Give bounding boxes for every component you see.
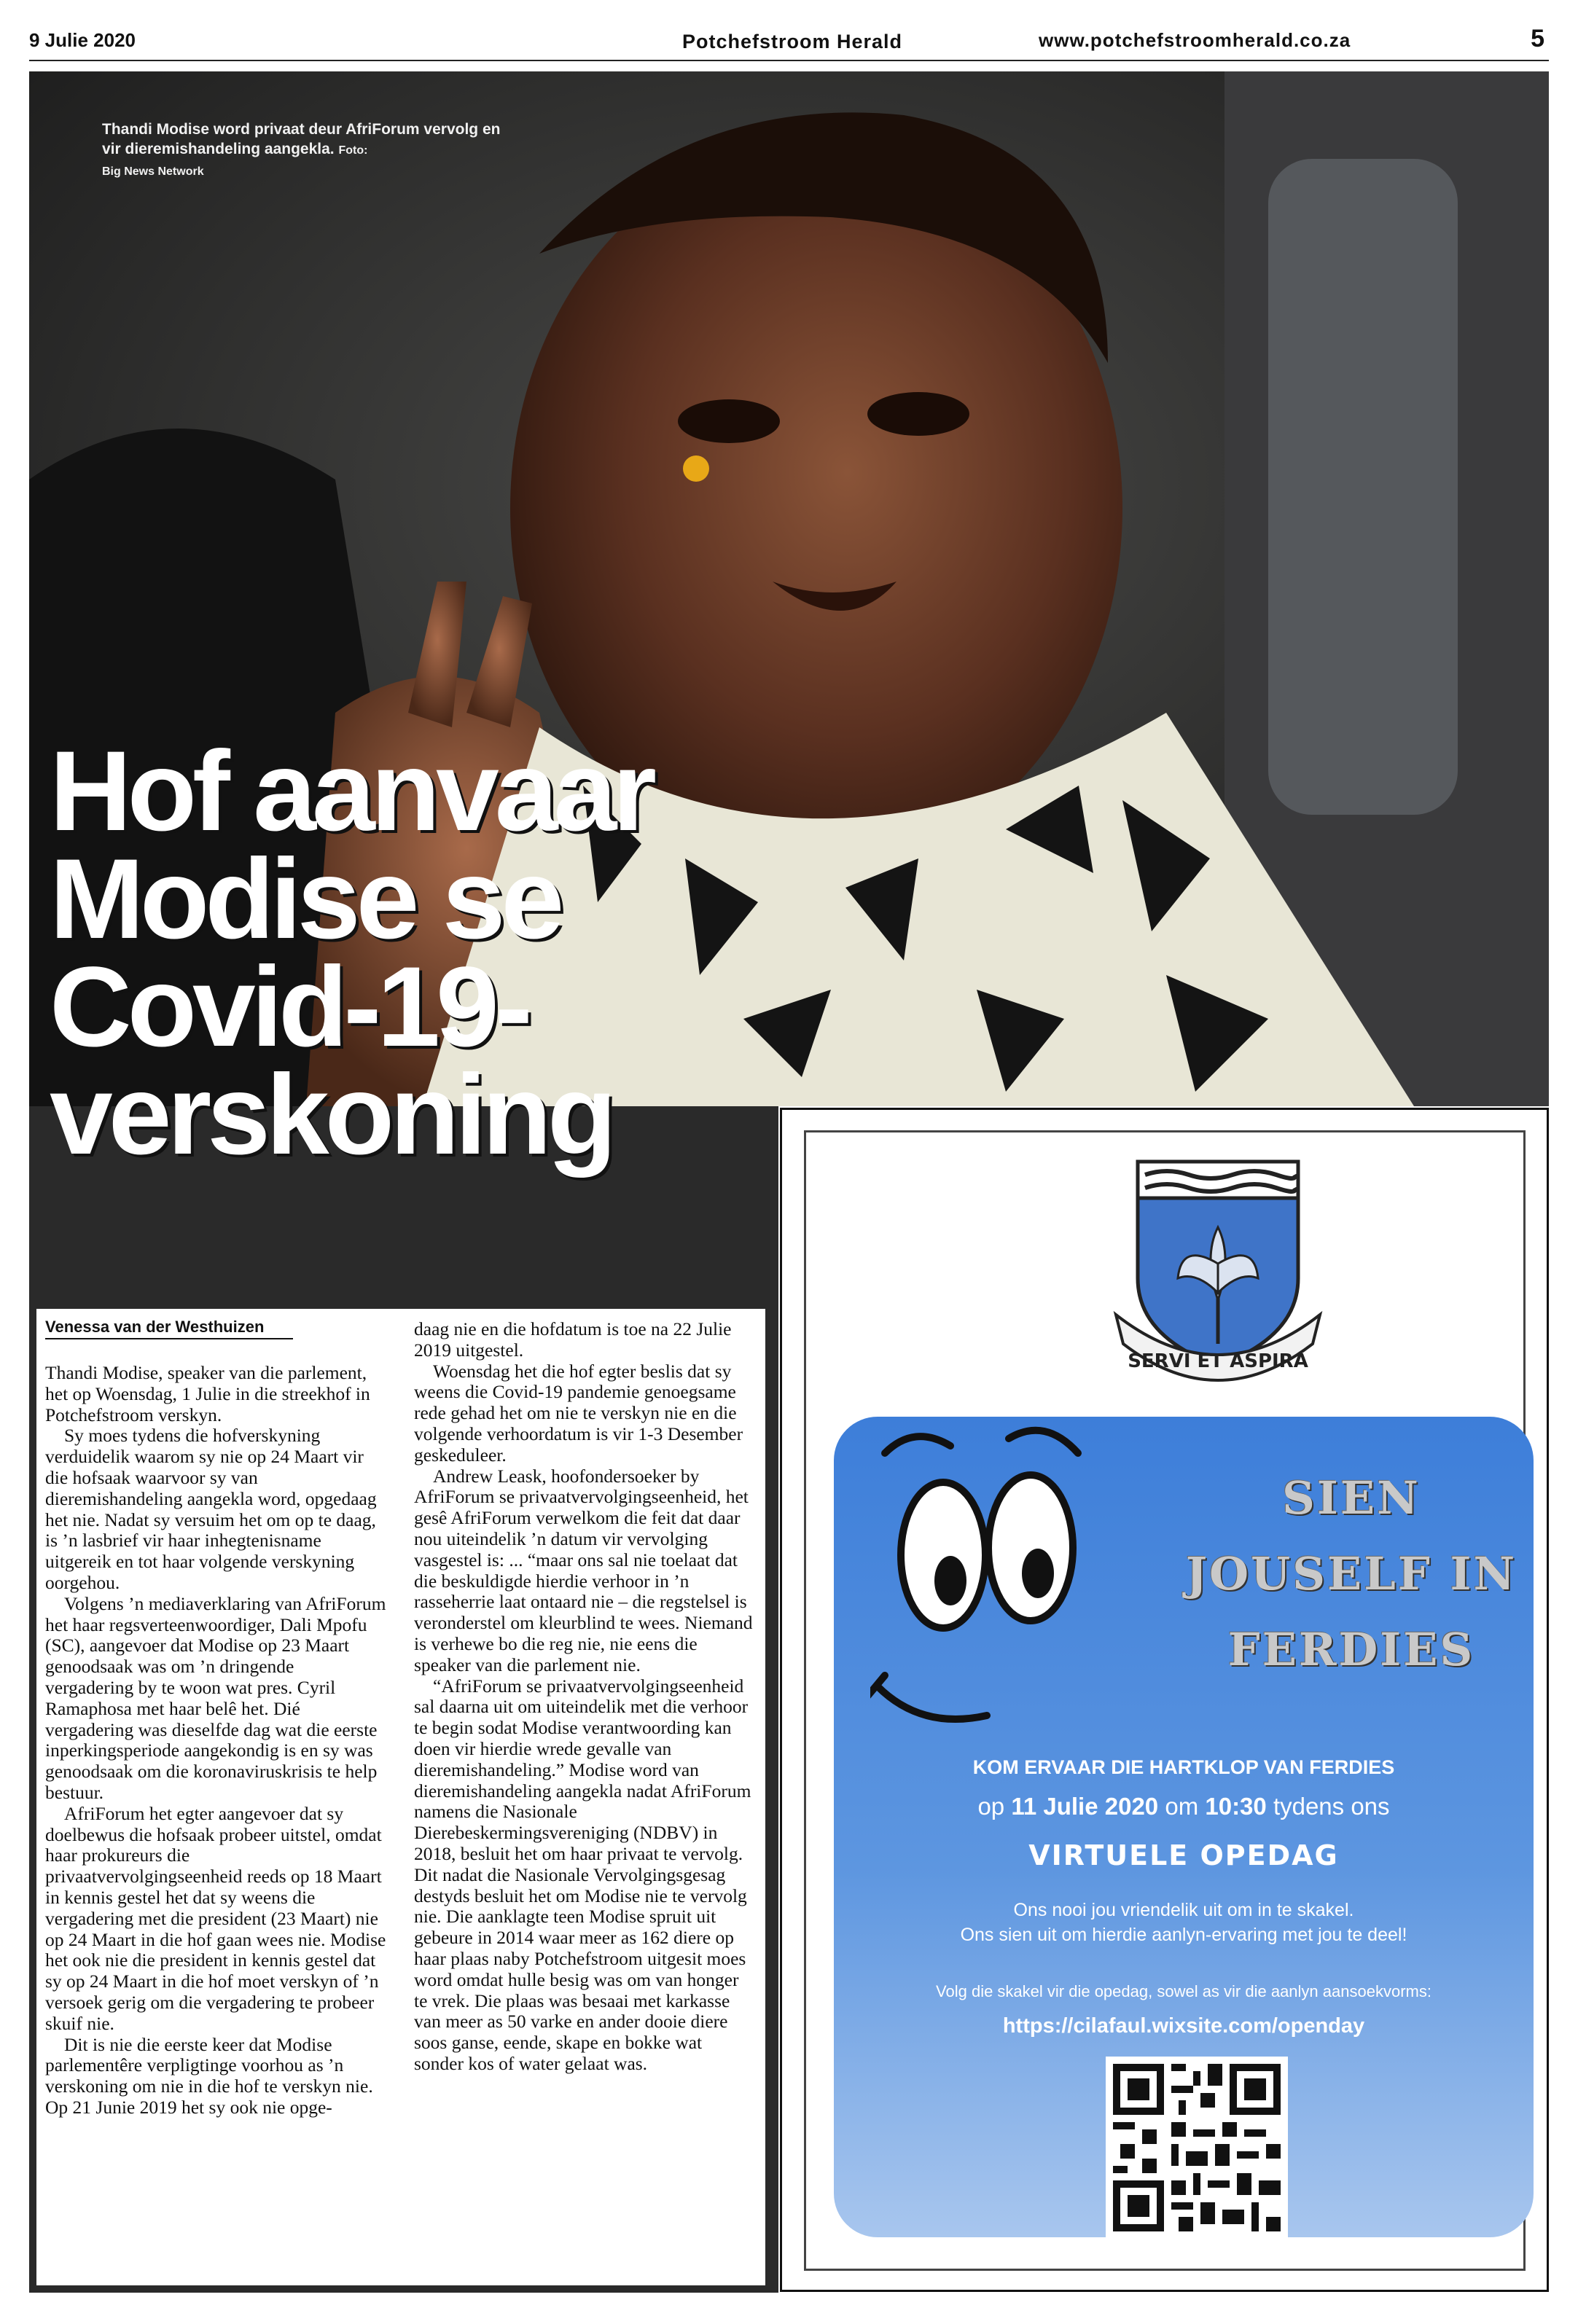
advertisement-frame: [804, 1130, 1526, 2271]
event-datetime: [834, 1793, 1534, 1820]
advertisement: [780, 1108, 1549, 2292]
promo-title-line-2: JOUSELF IN: [1185, 1547, 1518, 1600]
paragraph: Woensdag het die hof egter beslis dat sy weens die Covid-19 pandemie genoegsame rede gehad het om nie te verskyn nie en die volgende verhoordatum is vir 1-3 Desember geskeduleer.: [414, 1360, 743, 1466]
headline-line-3: Covid-19-: [50, 944, 528, 1071]
event-name: VIRTUELE OPEDAG: [1028, 1839, 1339, 1871]
issue-date: 9 Julie 2020: [29, 29, 136, 51]
promo-title-line-1: SIEN: [1282, 1471, 1421, 1525]
photo-caption: [102, 120, 510, 181]
qr-code-icon[interactable]: [1106, 2057, 1288, 2237]
when-prefix: op: [977, 1793, 1005, 1820]
invitation-line-2: Ons sien uit om hierdie aanlyn-ervaring met jou te deel!: [960, 1925, 1407, 1945]
caption-text: Thandi Modise word privaat deur AfriForum vervolg en vir dieremishandeling aangekla.: [102, 121, 501, 157]
headline: [50, 728, 851, 1178]
headline-line-4: verskoning: [50, 1052, 613, 1178]
page-header: [29, 26, 1549, 58]
invitation-text: [834, 1898, 1534, 1947]
header-rule: [29, 60, 1549, 61]
page-number: 5: [1531, 25, 1544, 52]
promo-title-line-3: FERDIES: [1227, 1623, 1475, 1676]
paragraph: daag nie en die hofdatum is toe na 22 Julie 2019 uitgestel.: [414, 1318, 732, 1361]
school-crest-icon: [1109, 1154, 1327, 1402]
promo-title: [1176, 1460, 1526, 1688]
promo-panel: [834, 1417, 1534, 2237]
paragraph: Dit is nie die eerste keer dat Modise parlementêre verpligtinge voorhou as ’n verskoning om nie in die hof te verskyn nie. Op 21 Junie 2019 het sy ook nie opge-: [45, 2033, 373, 2118]
article-column-1: [45, 1363, 386, 2118]
article-column-2: [414, 1319, 755, 2075]
caption-credit: Big News Network: [102, 165, 204, 178]
website-link[interactable]: www.potchefstroomherald.co.za: [1039, 29, 1351, 51]
follow-link-instruction: Volg die skakel vir die opedag, sowel as vir die aanlyn aansoekvorms:: [936, 1982, 1431, 2000]
headline-line-1: Hof aanvaar: [50, 728, 653, 855]
paragraph: Andrew Leask, hoofondersoeker by AfriForum se privaatvervolgingseenheid, het gesê AfriForum verwelkom die feit dat daar nou uiteindelik ’n datum vir vervolging vasgestel is: ... “maar ons sal nie toelaat dat die beskuldigde hierdie verhoor in ’n rasseherrie laat ontaard nie – die regstelsel is veronderstel om kleurblind te wees. Niemand is verhewe bo die reg nie, nie eens die speaker van die parlement nie.: [414, 1465, 753, 1675]
smiley-face-icon: [870, 1424, 1111, 1745]
openday-url-link[interactable]: https://cilafaul.wixsite.com/openday: [1002, 2014, 1365, 2038]
paragraph: Volgens ’n mediaverklaring van AfriForum het haar regsverteenwoordiger, Dali Mpofu (SC), aangevoer dat Modise op 23 Maart genoodsaak was om ’n dringende vergadering by te woon wat pres. Cyril Ramaphosa met haar belê het. Dié vergadering was dieselfde dag wat die eerste inperkingsperiode aangekondig is en sy was genoodsaak om die koronaviruskrisis te help bestuur.: [45, 1592, 386, 1803]
paragraph: Thandi Modise, speaker van die parlement, het op Woensdag, 1 Julie in die streekhof in Potchefstroom verskyn.: [45, 1362, 370, 1425]
invitation-line-1: Ons nooi jou vriendelik uit om in te skakel.: [1013, 1900, 1354, 1920]
paragraph: AfriForum het egter aangevoer dat sy doelbewus die hofsaak probeer uitstel, omdat haar prokureurs die privaatvervolgingseenheid reeds op 18 Maart in kennis gestel het dat sy weens die vergadering met die president (23 Maart) nie op 24 Maart in die hof gaan wees nie. Modise het ook nie die president in kennis gestel dat sy op 24 Maart in die hof moet verskyn of ’n versoek gerig om die vergadering te probeer skuif nie.: [45, 1802, 386, 2034]
newspaper-name: Potchefstroom Herald: [682, 31, 903, 52]
event-date: 11 Julie 2020: [1011, 1793, 1159, 1820]
headline-line-2: Modise se: [50, 836, 560, 963]
caption-credit-label: Foto:: [338, 144, 368, 157]
paragraph: Sy moes tydens die hofverskyning verduidelik waarom sy nie op 24 Maart vir die hofsaak waarvoor sy van dieremishandeling aangekla word, opgedaag het nie. Nadat sy versuim het om op te daag, is ’n lasbrief vir haar inhegtenisname uitgereik en tot haar volgende verskyning oorgehou.: [45, 1425, 377, 1593]
byline: Venessa van der Westhuizen: [45, 1318, 293, 1339]
crest-motto: SERVI ET ASPIRA: [1128, 1350, 1308, 1372]
promo-subtitle: KOM ERVAAR DIE HARTKLOP VAN FERDIES: [972, 1756, 1395, 1778]
event-time: 10:30: [1205, 1793, 1267, 1820]
paragraph: “AfriForum se privaatvervolgingseenheid sal daarna uit om uiteindelik met die verhoor te begin sodat Modise verantwoording kan doen vir hierdie wrede gevalle van dieremishandeling.” Modise word van dieremishandeling aangekla nadat AfriForum namens die Nasionale Dierebeskermingsvereniging (NDBV) in 2018, besluit het om haar privaat te vervolg. Dit nadat die Nasionale Vervolgingsgesag destyds besluit het om Modise nie te vervolg nie. Die aanklagte teen Modise spruit uit gebeure in 2014 waar meer as 162 diere op haar plaas naby Potchefstroom uitgesit moes word omdat hulle besig was om van honger te vrek. Die plaas was besaai met karkasse van meer as 50 varke en ander dooie diere soos ganse, eende, skape en bokke wat sonder kos of water gelaat was.: [414, 1675, 751, 2074]
when-suffix: tydens ons: [1273, 1793, 1390, 1820]
when-mid: om: [1165, 1793, 1199, 1820]
